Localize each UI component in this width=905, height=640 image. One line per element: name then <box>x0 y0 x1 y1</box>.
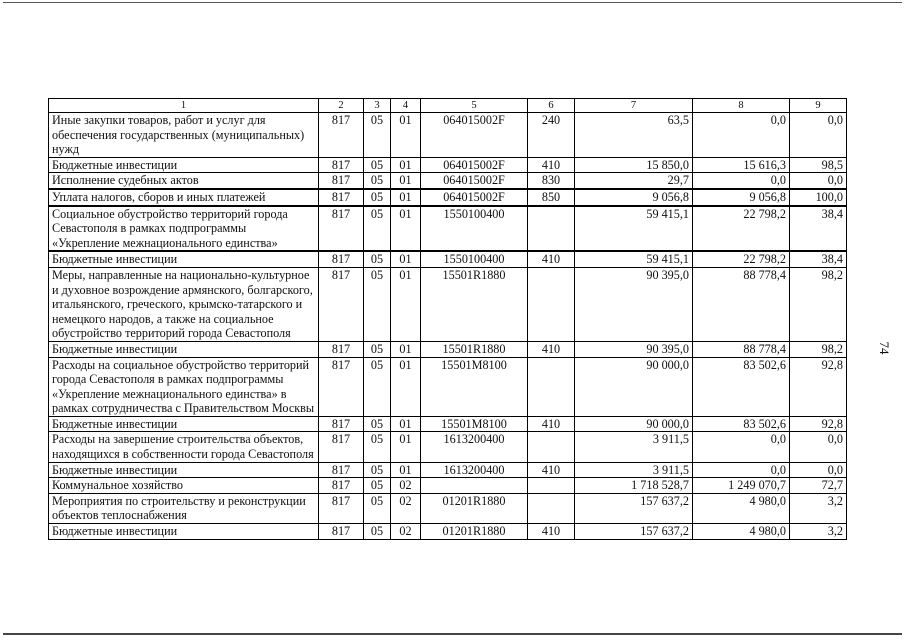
target-article-cell: 1613200400 <box>421 462 528 478</box>
percent-cell: 0,0 <box>790 173 847 189</box>
section-cell: 05 <box>364 157 391 173</box>
subsection-cell: 02 <box>391 478 421 494</box>
planned-amount-cell: 15 850,0 <box>575 157 693 173</box>
admin-code-cell: 817 <box>319 478 364 494</box>
percent-cell: 98,5 <box>790 157 847 173</box>
actual-amount-cell: 4 980,0 <box>693 493 790 523</box>
budget-table <box>48 98 847 540</box>
planned-amount-cell: 90 395,0 <box>575 267 693 341</box>
target-article-cell: 1613200400 <box>421 432 528 462</box>
row-name-cell: Бюджетные инвестиции <box>49 416 319 432</box>
section-cell: 05 <box>364 432 391 462</box>
actual-amount-cell: 9 056,8 <box>693 189 790 206</box>
section-cell: 05 <box>364 524 391 540</box>
table-row <box>49 357 847 416</box>
table-row <box>49 113 847 158</box>
table-row <box>49 251 847 267</box>
subsection-cell: 01 <box>391 251 421 267</box>
column-number-row <box>49 99 847 113</box>
actual-amount-cell: 83 502,6 <box>693 357 790 416</box>
row-name-cell: Мероприятия по строительству и реконструкции объектов теплоснабжения <box>49 493 319 523</box>
column-number: 9 <box>790 99 847 113</box>
actual-amount-cell: 22 798,2 <box>693 206 790 252</box>
subsection-cell: 01 <box>391 113 421 158</box>
target-article-cell <box>421 478 528 494</box>
row-name-cell: Бюджетные инвестиции <box>49 524 319 540</box>
target-article-cell: 064015002F <box>421 113 528 158</box>
row-name-cell: Коммунальное хозяйство <box>49 478 319 494</box>
subsection-cell: 01 <box>391 267 421 341</box>
percent-cell: 3,2 <box>790 493 847 523</box>
admin-code-cell: 817 <box>319 251 364 267</box>
expense-type-cell: 240 <box>528 113 575 158</box>
row-name-cell: Меры, направленные на национально-культурное и духовное возрождение армянского, болгарского, итальянского, греческого, крымско-татарского и немецкого народов, а также на социальное обустройство территорий города Севастополя <box>49 267 319 341</box>
target-article-cell: 01201R1880 <box>421 493 528 523</box>
percent-cell: 98,2 <box>790 341 847 357</box>
expense-type-cell: 410 <box>528 462 575 478</box>
percent-cell: 98,2 <box>790 267 847 341</box>
expense-type-cell <box>528 478 575 494</box>
section-cell: 05 <box>364 357 391 416</box>
planned-amount-cell: 29,7 <box>575 173 693 189</box>
planned-amount-cell: 63,5 <box>575 113 693 158</box>
admin-code-cell: 817 <box>319 173 364 189</box>
expense-type-cell: 410 <box>528 251 575 267</box>
expense-type-cell: 410 <box>528 341 575 357</box>
percent-cell: 0,0 <box>790 113 847 158</box>
section-cell: 05 <box>364 416 391 432</box>
table-row <box>49 206 847 252</box>
column-number: 1 <box>49 99 319 113</box>
column-number: 6 <box>528 99 575 113</box>
section-cell: 05 <box>364 341 391 357</box>
admin-code-cell: 817 <box>319 524 364 540</box>
expense-type-cell <box>528 357 575 416</box>
actual-amount-cell: 88 778,4 <box>693 341 790 357</box>
table-row <box>49 157 847 173</box>
section-cell: 05 <box>364 189 391 206</box>
row-name-cell: Бюджетные инвестиции <box>49 341 319 357</box>
planned-amount-cell: 157 637,2 <box>575 493 693 523</box>
section-cell: 05 <box>364 478 391 494</box>
admin-code-cell: 817 <box>319 416 364 432</box>
top-edge-line <box>3 2 902 3</box>
percent-cell: 38,4 <box>790 251 847 267</box>
actual-amount-cell: 0,0 <box>693 113 790 158</box>
column-number: 8 <box>693 99 790 113</box>
table-row <box>49 478 847 494</box>
actual-amount-cell: 15 616,3 <box>693 157 790 173</box>
table-row <box>49 432 847 462</box>
expense-type-cell <box>528 267 575 341</box>
target-article-cell: 1550100400 <box>421 251 528 267</box>
bottom-edge-line <box>3 633 902 635</box>
subsection-cell: 01 <box>391 206 421 252</box>
expense-type-cell: 850 <box>528 189 575 206</box>
percent-cell: 100,0 <box>790 189 847 206</box>
planned-amount-cell: 9 056,8 <box>575 189 693 206</box>
table-row <box>49 341 847 357</box>
target-article-cell: 15501R1880 <box>421 267 528 341</box>
section-cell: 05 <box>364 173 391 189</box>
planned-amount-cell: 90 395,0 <box>575 341 693 357</box>
row-name-cell: Расходы на завершение строительства объектов, находящихся в собственности города Севастополя <box>49 432 319 462</box>
target-article-cell: 064015002F <box>421 173 528 189</box>
subsection-cell: 01 <box>391 189 421 206</box>
admin-code-cell: 817 <box>319 432 364 462</box>
subsection-cell: 02 <box>391 524 421 540</box>
admin-code-cell: 817 <box>319 462 364 478</box>
subsection-cell: 01 <box>391 173 421 189</box>
target-article-cell: 1550100400 <box>421 206 528 252</box>
planned-amount-cell: 1 718 528,7 <box>575 478 693 494</box>
actual-amount-cell: 83 502,6 <box>693 416 790 432</box>
row-name-cell: Бюджетные инвестиции <box>49 157 319 173</box>
column-number: 4 <box>391 99 421 113</box>
planned-amount-cell: 59 415,1 <box>575 206 693 252</box>
column-number: 5 <box>421 99 528 113</box>
expense-type-cell <box>528 493 575 523</box>
subsection-cell: 01 <box>391 157 421 173</box>
admin-code-cell: 817 <box>319 341 364 357</box>
section-cell: 05 <box>364 113 391 158</box>
expense-type-cell: 410 <box>528 524 575 540</box>
row-name-cell: Уплата налогов, сборов и иных платежей <box>49 189 319 206</box>
planned-amount-cell: 59 415,1 <box>575 251 693 267</box>
column-number: 2 <box>319 99 364 113</box>
percent-cell: 38,4 <box>790 206 847 252</box>
subsection-cell: 02 <box>391 493 421 523</box>
table-row <box>49 267 847 341</box>
expense-type-cell: 410 <box>528 416 575 432</box>
target-article-cell: 15501M8100 <box>421 416 528 432</box>
percent-cell: 3,2 <box>790 524 847 540</box>
actual-amount-cell: 22 798,2 <box>693 251 790 267</box>
actual-amount-cell: 1 249 070,7 <box>693 478 790 494</box>
subsection-cell: 01 <box>391 416 421 432</box>
target-article-cell: 15501M8100 <box>421 357 528 416</box>
planned-amount-cell: 157 637,2 <box>575 524 693 540</box>
row-name-cell: Социальное обустройство территорий города Севастополя в рамках подпрограммы «Укрепление межнационального единства» <box>49 206 319 252</box>
expense-type-cell <box>528 206 575 252</box>
subsection-cell: 01 <box>391 432 421 462</box>
admin-code-cell: 817 <box>319 267 364 341</box>
percent-cell: 72,7 <box>790 478 847 494</box>
table-row <box>49 173 847 189</box>
row-name-cell: Исполнение судебных актов <box>49 173 319 189</box>
target-article-cell: 01201R1880 <box>421 524 528 540</box>
expense-type-cell <box>528 432 575 462</box>
subsection-cell: 01 <box>391 341 421 357</box>
table-row <box>49 416 847 432</box>
admin-code-cell: 817 <box>319 113 364 158</box>
planned-amount-cell: 3 911,5 <box>575 462 693 478</box>
admin-code-cell: 817 <box>319 189 364 206</box>
row-name-cell: Бюджетные инвестиции <box>49 251 319 267</box>
table-row <box>49 462 847 478</box>
actual-amount-cell: 0,0 <box>693 173 790 189</box>
planned-amount-cell: 90 000,0 <box>575 416 693 432</box>
table-row <box>49 189 847 206</box>
admin-code-cell: 817 <box>319 357 364 416</box>
percent-cell: 92,8 <box>790 357 847 416</box>
target-article-cell: 064015002F <box>421 189 528 206</box>
actual-amount-cell: 4 980,0 <box>693 524 790 540</box>
percent-cell: 0,0 <box>790 462 847 478</box>
actual-amount-cell: 0,0 <box>693 432 790 462</box>
section-cell: 05 <box>364 251 391 267</box>
expense-type-cell: 830 <box>528 173 575 189</box>
section-cell: 05 <box>364 206 391 252</box>
subsection-cell: 01 <box>391 357 421 416</box>
admin-code-cell: 817 <box>319 206 364 252</box>
percent-cell: 92,8 <box>790 416 847 432</box>
row-name-cell: Расходы на социальное обустройство территорий города Севастополя в рамках подпрограммы «Укрепление межнационального единства» в рамках сотрудничества с Правительством Москвы <box>49 357 319 416</box>
table-row <box>49 524 847 540</box>
table-row <box>49 493 847 523</box>
planned-amount-cell: 90 000,0 <box>575 357 693 416</box>
target-article-cell: 064015002F <box>421 157 528 173</box>
planned-amount-cell: 3 911,5 <box>575 432 693 462</box>
column-number: 7 <box>575 99 693 113</box>
subsection-cell: 01 <box>391 462 421 478</box>
row-name-cell: Бюджетные инвестиции <box>49 462 319 478</box>
section-cell: 05 <box>364 267 391 341</box>
admin-code-cell: 817 <box>319 157 364 173</box>
expense-type-cell: 410 <box>528 157 575 173</box>
actual-amount-cell: 0,0 <box>693 462 790 478</box>
section-cell: 05 <box>364 462 391 478</box>
actual-amount-cell: 88 778,4 <box>693 267 790 341</box>
page-number: 74 <box>877 341 892 355</box>
percent-cell: 0,0 <box>790 432 847 462</box>
budget-table-body <box>49 99 847 540</box>
row-name-cell: Иные закупки товаров, работ и услуг для обеспечения государственных (муниципальных) нужд <box>49 113 319 158</box>
admin-code-cell: 817 <box>319 493 364 523</box>
column-number: 3 <box>364 99 391 113</box>
target-article-cell: 15501R1880 <box>421 341 528 357</box>
section-cell: 05 <box>364 493 391 523</box>
